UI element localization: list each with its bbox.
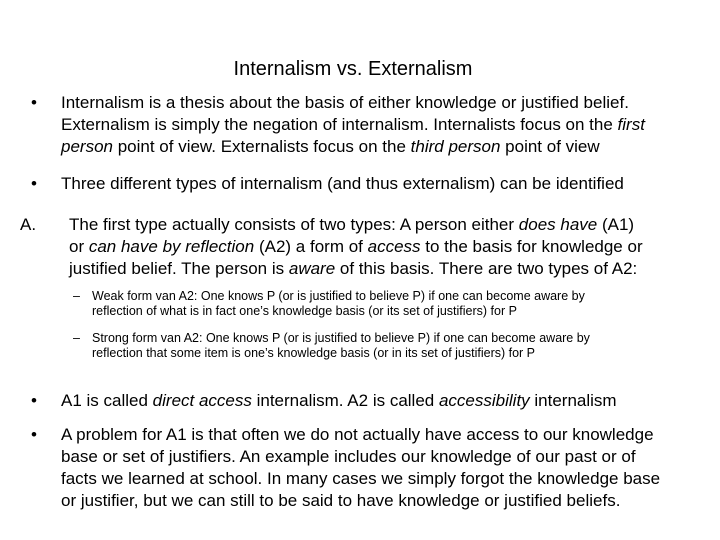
text-run: or <box>69 237 89 256</box>
text-run: internalism <box>529 391 617 410</box>
bullet-line: Internalism is a thesis about the basis of either knowledge or justified belief. <box>61 93 629 112</box>
emphasis: does have <box>518 215 598 234</box>
bullet-text <box>61 173 624 195</box>
bullet-line: or justifier, but we can still to be said to have knowledge or justified beliefs. <box>61 491 621 510</box>
emphasis: third person <box>410 137 501 156</box>
subitem-line: Strong form van A2: One knows P (or is justified to believe P) if one can become aware by <box>92 331 590 345</box>
bullet-line: base or set of justifiers. An example includes our knowledge of our past or of <box>61 447 636 466</box>
bullet-text <box>61 424 660 512</box>
emphasis: direct access <box>152 391 252 410</box>
dash-marker: – <box>73 331 80 345</box>
emphasis: aware <box>288 259 336 278</box>
item-line <box>69 214 643 236</box>
bullet-marker: • <box>31 174 37 193</box>
emphasis: can have by reflection <box>88 237 255 256</box>
text-run: A1 is called <box>61 391 153 410</box>
bullet-line <box>61 390 617 412</box>
subitem-text <box>92 331 590 361</box>
bullet-text <box>61 390 617 412</box>
bullet-line: A problem for A1 is that often we do not actually have access to our knowledge <box>61 425 654 444</box>
text-run: (A2) a form of <box>254 237 368 256</box>
text-run: of this basis. There are two types of A2: <box>335 259 638 278</box>
emphasis: first <box>617 115 645 134</box>
subitem-line: Weak form van A2: One knows P (or is justified to believe P) if one can become aware by <box>92 289 585 303</box>
bullet-marker: • <box>31 425 37 444</box>
text-run: (A1) <box>597 215 635 234</box>
subitem-text <box>92 289 585 319</box>
subitem-line: reflection that some item is one’s knowledge basis (or in its set of justifiers) for P <box>92 346 536 360</box>
text-run: The first type actually consists of two types: A person either <box>69 215 519 234</box>
bullet-line: facts we learned at school. In many cases we simply forgot the knowledge base <box>61 469 661 488</box>
bullet-marker: • <box>31 391 37 410</box>
item-line <box>69 258 643 280</box>
dash-marker: – <box>73 289 80 303</box>
text-run: justified belief. The person is <box>69 259 289 278</box>
item-marker: A. <box>20 215 37 234</box>
emphasis: accessibility <box>438 391 530 410</box>
bullet-line <box>61 136 645 158</box>
bullet-text <box>61 92 645 158</box>
bullet-marker: • <box>31 93 37 112</box>
item-text <box>69 214 643 280</box>
subitem-line: reflection of what is in fact one’s knowledge basis (or its set of justifiers) for P <box>92 304 517 318</box>
text-run: point of view <box>500 137 600 156</box>
bullet-line: Three different types of internalism (and thus externalism) can be identified <box>61 174 624 193</box>
text-run: internalism. A2 is called <box>251 391 439 410</box>
slide-title: Internalism vs. Externalism <box>233 58 473 80</box>
bullet-line <box>61 114 645 136</box>
item-line <box>69 236 643 258</box>
emphasis: person <box>61 137 113 156</box>
text-run: point of view. Externalists focus on the <box>112 137 411 156</box>
text-run: to the basis for knowledge or <box>420 237 643 256</box>
emphasis: access <box>367 237 421 256</box>
text-run: Externalism is simply the negation of internalism. Internalists focus on the <box>61 115 618 134</box>
